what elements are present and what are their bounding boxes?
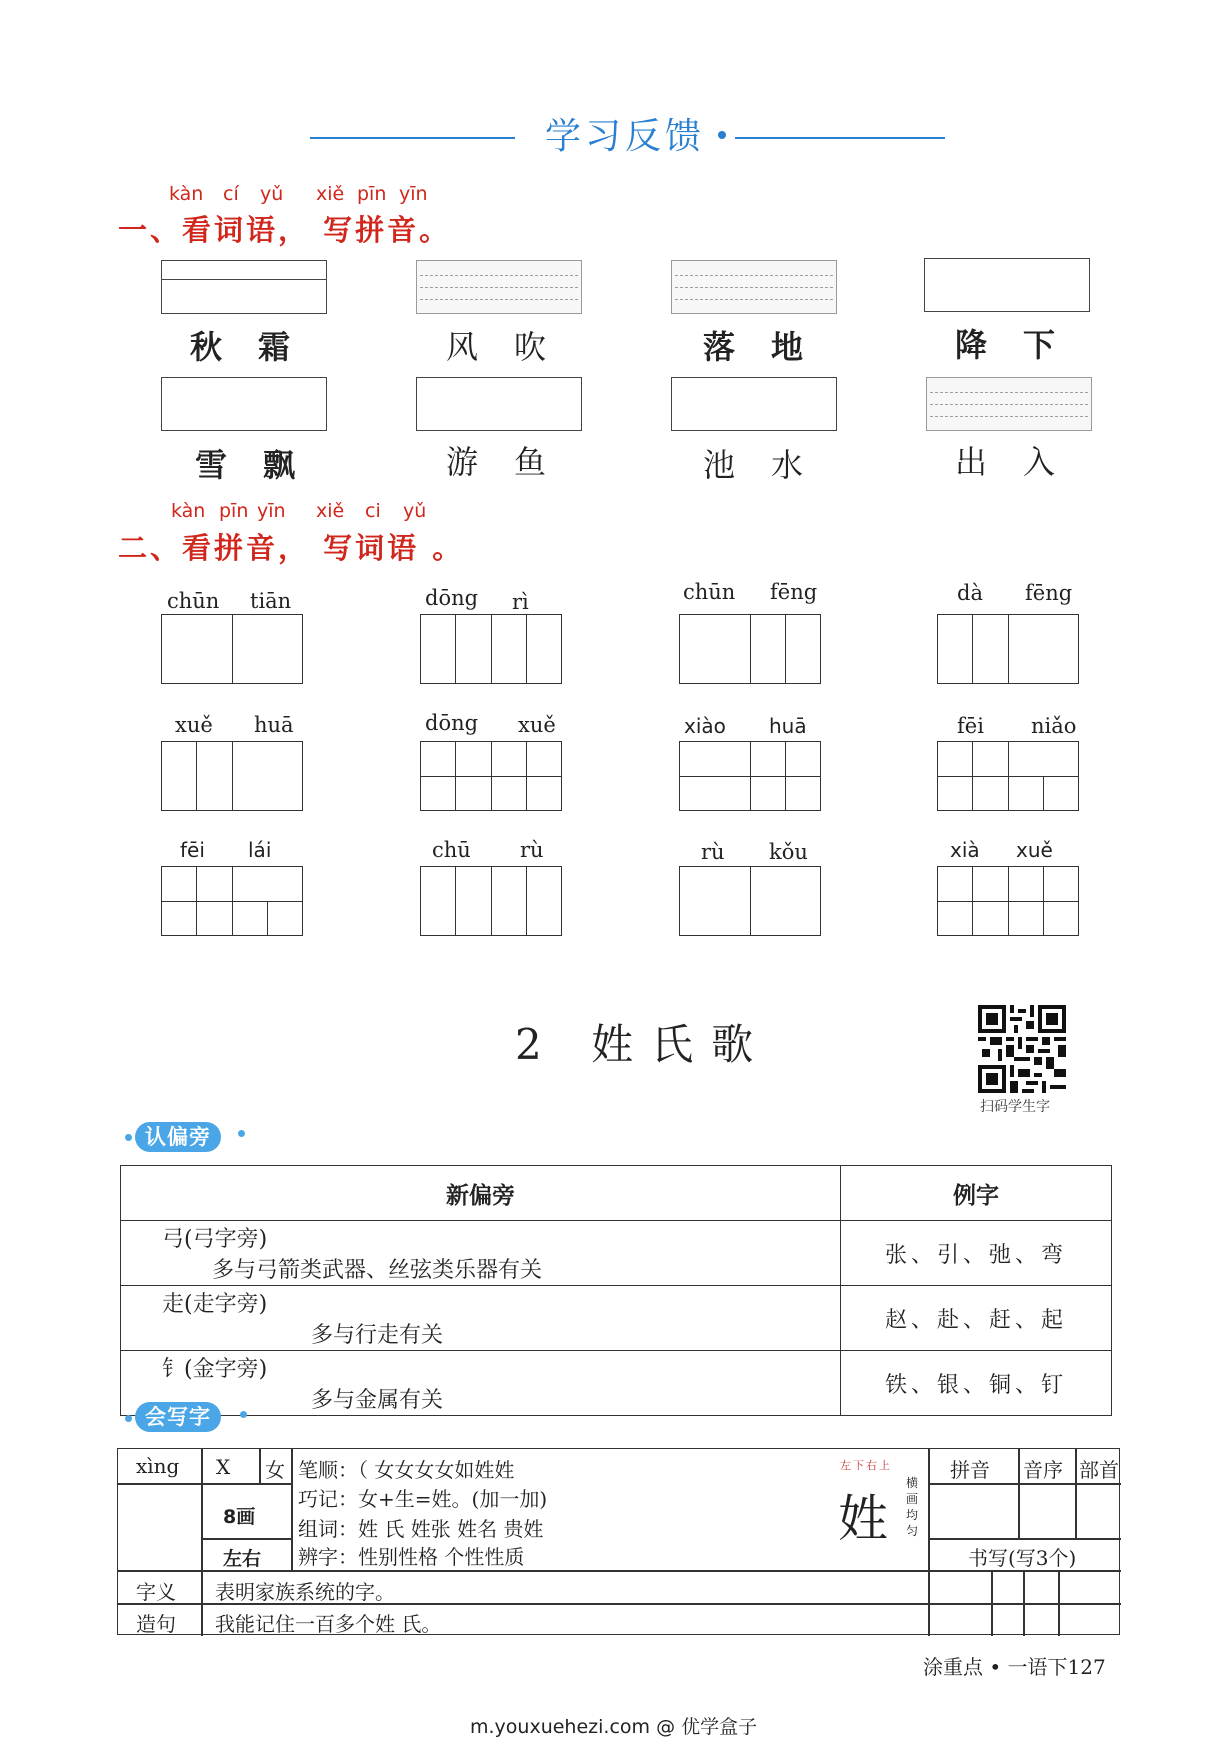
writing-grid[interactable] <box>937 614 1079 684</box>
writing-grid[interactable] <box>161 614 303 684</box>
char-pinyin: xìng <box>136 1454 180 1478</box>
sentence-label: 造句 <box>136 1612 176 1636</box>
stroke-order: 笔顺：（ 女女女女如姓姓 <box>298 1458 515 1482</box>
writing-badge: 会写字 <box>135 1402 221 1432</box>
badge-dot <box>125 1415 132 1422</box>
qr-caption: 扫码学生字 <box>980 1099 1050 1115</box>
mnemonic: 巧记：女+生=姓。(加一加) <box>298 1487 548 1511</box>
char-radical: 女 <box>265 1458 285 1482</box>
answer-box[interactable] <box>926 377 1092 431</box>
pinyin-label: dà <box>957 581 983 605</box>
qr-code-icon[interactable] <box>978 1005 1066 1093</box>
radical-name: 弓(弓字旁) <box>162 1227 268 1252</box>
pinyin-label: fēi <box>180 838 205 862</box>
pinyin-label: chū <box>432 838 471 862</box>
pinyin-label: xuě <box>175 713 213 737</box>
word-item: 出入 <box>955 443 1092 481</box>
radical-examples: 张、引、弛、弯 <box>841 1221 1112 1286</box>
pinyin-label: chūn <box>167 589 220 613</box>
word-item: 降下 <box>955 326 1092 364</box>
word-item: 游鱼 <box>446 443 583 481</box>
part1-title: 一、看词语， 写拼音。 <box>118 213 452 247</box>
pinyin-label: dōng <box>425 586 479 610</box>
answer-box[interactable] <box>924 258 1090 312</box>
pinyin-label: xuě <box>1016 838 1053 862</box>
page-title: 学习反馈 <box>545 116 706 157</box>
radical-examples: 赵、赴、赶、起 <box>841 1286 1112 1351</box>
answer-box[interactable] <box>671 260 837 314</box>
answer-box[interactable] <box>416 377 582 431</box>
write-label: 书写(写3个) <box>968 1546 1077 1570</box>
head-order: 音序 <box>1023 1458 1063 1482</box>
char-position-tags: 左下右上 <box>840 1459 892 1472</box>
radical-desc: 多与金属有关 <box>310 1388 443 1413</box>
answer-box[interactable] <box>161 260 327 314</box>
header-line-right <box>735 137 945 139</box>
pinyin-label: rù <box>520 838 544 862</box>
table-row <box>121 1351 1112 1416</box>
pinyin-label: xià <box>950 838 980 862</box>
table-row <box>121 1221 1112 1286</box>
char-strokes: 8画 <box>223 1506 256 1528</box>
radical-desc: 多与行走有关 <box>310 1323 443 1348</box>
answer-box[interactable] <box>671 377 837 431</box>
pinyin-label: rì <box>512 590 529 614</box>
pinyin-label: lái <box>248 838 272 862</box>
pinyin-label: chūn <box>683 580 736 604</box>
pinyin-label: niǎo <box>1031 714 1077 738</box>
word-item: 池水 <box>703 446 840 484</box>
header-dot <box>718 131 726 139</box>
word-item: 秋霜 <box>190 328 327 366</box>
writing-grid[interactable] <box>679 866 821 936</box>
pinyin-label: huā <box>769 714 807 738</box>
phrases: 组词：姓 氏 姓张 姓名 贵姓 <box>298 1517 544 1541</box>
writing-grid[interactable] <box>937 866 1079 936</box>
pinyin-label: kǒu <box>769 840 808 864</box>
pinyin-label: rù <box>701 840 725 864</box>
lesson-title: 2 姓氏歌 <box>515 1020 772 1069</box>
head-pinyin: 拼音 <box>950 1458 990 1482</box>
pinyin-label: huā <box>254 713 294 737</box>
table-header: 新偏旁 <box>121 1166 841 1221</box>
table-header: 例字 <box>841 1166 1112 1221</box>
site-footer: m.youxuehezi.com @ 优学盒子 <box>470 1716 758 1738</box>
writing-grid[interactable] <box>420 614 562 684</box>
pinyin-label: xiào <box>684 714 726 738</box>
head-radical: 部首 <box>1079 1458 1119 1482</box>
badge-dot <box>125 1134 132 1141</box>
writing-grid[interactable] <box>420 866 562 936</box>
writing-grid[interactable] <box>161 866 303 936</box>
pinyin-label: fēng <box>1025 581 1073 605</box>
radical-desc: 多与弓箭类武器、丝弦类乐器有关 <box>211 1258 542 1283</box>
answer-box[interactable] <box>416 260 582 314</box>
meaning-text: 表明家族系统的字。 <box>215 1580 395 1604</box>
pinyin-label: fēng <box>770 580 818 604</box>
radicals-table <box>120 1165 1112 1416</box>
radical-name: 钅(金字旁) <box>162 1357 268 1382</box>
answer-box[interactable] <box>161 377 327 431</box>
pinyin-label: tiān <box>250 589 292 613</box>
pinyin-label: dōng <box>425 711 479 735</box>
sentence-text: 我能记住一百多个姓 氏。 <box>215 1612 442 1636</box>
radical-name: 走(走字旁) <box>162 1292 268 1317</box>
writing-grid[interactable] <box>161 741 303 811</box>
pinyin-label: xuě <box>518 713 556 737</box>
writing-grid[interactable] <box>420 741 562 811</box>
model-character: 姓 <box>838 1490 888 1548</box>
word-item: 雪飘 <box>195 446 332 484</box>
radical-examples: 铁、银、铜、钉 <box>841 1351 1112 1416</box>
page-reference: 涂重点 • 一语下127 <box>923 1655 1106 1679</box>
writing-table <box>117 1448 1120 1635</box>
distinguish: 辨字：性别性格 个性性质 <box>298 1545 525 1569</box>
part2-title: 二、看拼音， 写词语 。 <box>118 531 465 565</box>
radicals-badge: 认偏旁 <box>135 1122 221 1152</box>
word-item: 落地 <box>703 328 840 366</box>
writing-grid[interactable] <box>679 741 821 811</box>
writing-grid[interactable] <box>679 614 821 684</box>
char-side-note: 横画均匀 <box>906 1476 919 1538</box>
writing-grid[interactable] <box>937 741 1079 811</box>
char-structure: 左右 <box>223 1548 262 1570</box>
word-item: 风吹 <box>446 328 583 366</box>
char-letter: X <box>216 1455 231 1479</box>
meaning-label: 字义 <box>136 1580 176 1604</box>
badge-dot <box>238 1130 245 1137</box>
table-row <box>121 1286 1112 1351</box>
pinyin-label: fēi <box>957 714 984 738</box>
badge-dot <box>240 1411 247 1418</box>
header-line-left <box>310 137 515 139</box>
